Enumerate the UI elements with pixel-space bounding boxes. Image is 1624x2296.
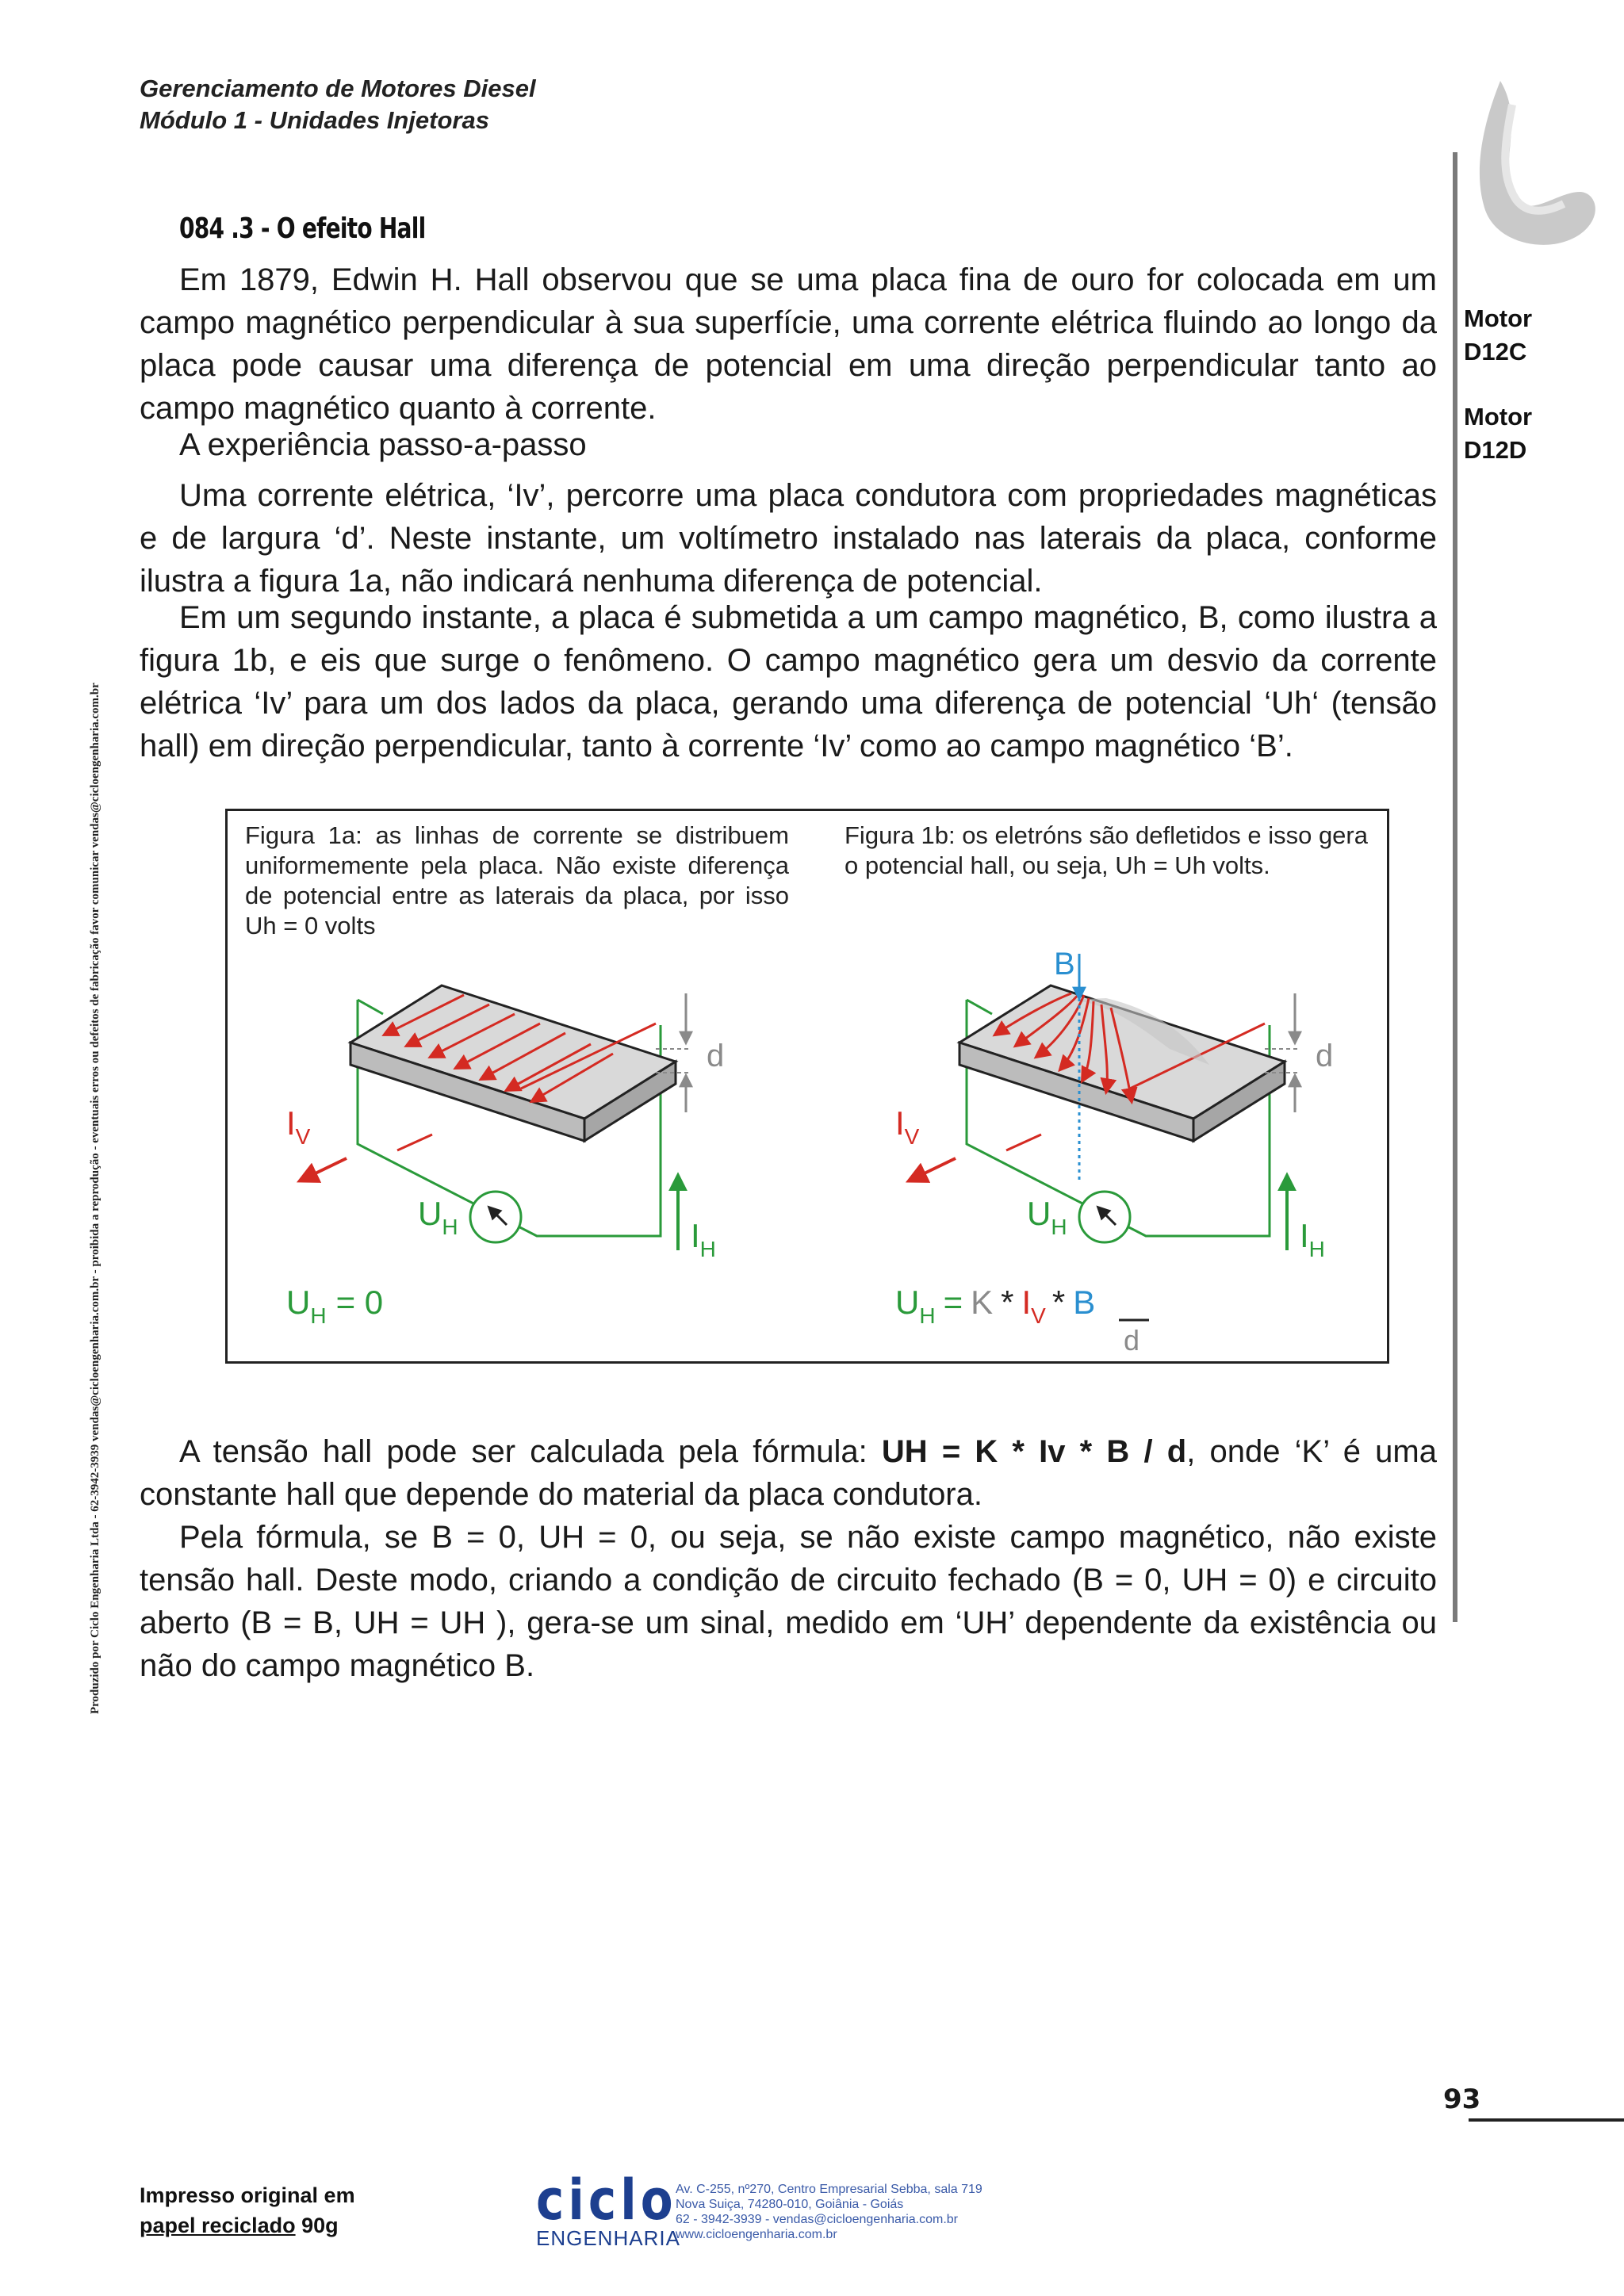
sidebar-item-d12d: D12D (1464, 436, 1527, 464)
sidebar-item-d12c: D12C (1464, 338, 1527, 365)
svg-text:UH (1027, 1195, 1067, 1239)
corner-logo-icon (1469, 73, 1611, 263)
label-uh-meter-1a-u: U (418, 1195, 442, 1232)
label-iv-1a-i: I (286, 1104, 296, 1142)
address-line-2: Nova Suiça, 74280-010, Goiânia - Goiás (676, 2198, 904, 2211)
label-iv-1b-sub: V (904, 1124, 920, 1149)
eq-1b-sub: H (919, 1303, 936, 1328)
eq-1b-iv-i: I (1021, 1284, 1032, 1321)
label-d-1a: d (707, 1039, 725, 1073)
svg-text:IH (691, 1217, 716, 1261)
label-b-field: B (1054, 947, 1075, 982)
svg-text:UH= 0 (286, 1284, 383, 1328)
brand-logo-sub: ENGENHARIA (536, 2226, 680, 2250)
svg-text:UH (418, 1195, 458, 1239)
paragraph-5-a: A tensão hall pode ser calculada pela fórmula: (179, 1434, 882, 1469)
sidebar-rule (1453, 152, 1457, 1622)
hall-formula: UH = K * Iv * B / d (881, 1434, 1187, 1469)
label-uh-meter-1b-u: U (1027, 1195, 1051, 1232)
label-uh-meter-1b-sub: H (1051, 1215, 1067, 1239)
eq-1b-k: K (971, 1284, 994, 1321)
sidebar-item-motor: Motor (1464, 304, 1533, 332)
paragraph-1: Em 1879, Edwin H. Hall observou que se uma placa fina de ouro for colocada em um campo magnético perpendicular à sua superfície, uma corrente elétrica fluindo ao longo da placa pode causar uma diferença de potencial em uma direção perpendicular tanto ao campo magnético quanto à corrente. (140, 262, 1437, 426)
eq-1b-star-2: * (1051, 1284, 1066, 1321)
header-subtitle: Módulo 1 - Unidades Injetoras (140, 106, 489, 134)
svg-text:UH=K*IV*B (895, 1284, 1095, 1328)
paragraph-5-b: , onde ‘K’ é uma constante hall que depende do material da placa condutora. (140, 1434, 1437, 1512)
address-line-1: Av. C-255, nº270, Centro Empresarial Sebba, sala 719 (676, 2183, 982, 2196)
eq-1b-star-1: * (1001, 1284, 1014, 1321)
figure-caption-1a: Figura 1a: as linhas de corrente se distribuem uniformemente pela placa. Não existe diferença de potencial entre as laterais da placa, por isso Uh = 0 volts (245, 821, 789, 939)
figure-diagram (228, 811, 1387, 1361)
label-ih-1a-i: I (691, 1217, 700, 1254)
paragraph-6: Pela fórmula, se B = 0, UH = 0, ou seja, se não existe campo magnético, não existe tensão hall. Deste modo, criando a condição de circuito fechado (B = 0, UH = 0) e circuito aberto (B = B, UH = UH ), gera-se um sinal, medido em ‘UH’ dependente da existência ou não do campo magnético B. (140, 1520, 1437, 1683)
svg-text:IV (286, 1104, 311, 1149)
eq-1a-rhs: = 0 (335, 1284, 384, 1321)
eq-1a-sub: H (310, 1303, 327, 1328)
page-number: 93 (1443, 2084, 1481, 2115)
eq-1b-u: U (895, 1284, 920, 1321)
footer-address (676, 2182, 982, 2242)
vertical-copyright-note: Produzido por Ciclo Engenharia Ltda - 62-3942-3939 vendas@cicloengenharia.com.br - proibida a reprodução - eventuais erros ou defeitos de fabricação favor comunicar vendas@cicloengenharia.com.br (89, 683, 102, 1714)
svg-text:IV (895, 1104, 920, 1149)
label-d-1b: d (1316, 1039, 1334, 1073)
footer-print-note (140, 2180, 355, 2241)
brand-logo-word: ciclo (536, 2168, 677, 2233)
section-title: 084 .3 - O efeito Hall (179, 212, 426, 245)
svg-text:IH (1300, 1217, 1325, 1261)
address-line-3: 62 - 3942-3939 - vendas@cicloengenharia.com.br (676, 2213, 959, 2226)
figure-hall-effect (225, 809, 1389, 1364)
header-title: Gerenciamento de Motores Diesel (140, 75, 536, 102)
eq-1b-equals: = (943, 1284, 963, 1321)
address-line-4: www.cicloengenharia.com.br (676, 2228, 837, 2241)
label-iv-1a-sub: V (295, 1124, 311, 1149)
eq-1a-u: U (286, 1284, 311, 1321)
footer-print-line1: Impresso original em (140, 2183, 355, 2207)
paragraph-4: Em um segundo instante, a placa é submetida a um campo magnético, B, como ilustra a figura 1b, e eis que surge o fenômeno. O campo magnético gera um desvio da corrente elétrica ‘Iv’ para um dos lados da placa, gerando uma diferença de potencial ‘Uh‘ (tensão hall) em direção perpendicular, tanto à corrente ‘Iv’ como ao campo magnético ‘B’. (140, 600, 1437, 763)
eq-1b-d: d (1124, 1324, 1140, 1357)
label-ih-1b-i: I (1300, 1217, 1309, 1254)
sidebar-item-motor-2: Motor (1464, 403, 1533, 430)
running-header (140, 73, 536, 136)
figure-1a-diagram (286, 985, 724, 1328)
label-iv-1b-i: I (895, 1104, 905, 1142)
footer-recycled-paper: papel reciclado (140, 2214, 296, 2237)
page-number-rule (1469, 2118, 1624, 2122)
paragraph-2: A experiência passo-a-passo (179, 427, 587, 462)
label-uh-meter-1a-sub: H (442, 1215, 458, 1239)
paragraph-3: Uma corrente elétrica, ‘Iv’, percorre uma placa condutora com propriedades magnéticas e de largura ‘d’. Neste instante, um voltímetro instalado nas laterais da placa, conforme ilustra a figura 1a, não indicará nenhuma diferença de potencial. (140, 478, 1437, 599)
eq-1b-b: B (1073, 1284, 1096, 1321)
footer-print-line2 (140, 2210, 355, 2241)
figure-1b-diagram (895, 947, 1333, 1357)
label-ih-1a-sub: H (699, 1237, 716, 1261)
paragraph-5 (140, 1430, 1437, 1516)
eq-1b-iv-sub: V (1031, 1303, 1046, 1328)
footer-paper-weight: 90g (295, 2214, 339, 2237)
figure-caption-1b: Figura 1b: os eletróns são defletidos e isso gera o potencial hall, ou seja, Uh = Uh volts. (845, 821, 1368, 879)
label-ih-1b-sub: H (1308, 1237, 1325, 1261)
